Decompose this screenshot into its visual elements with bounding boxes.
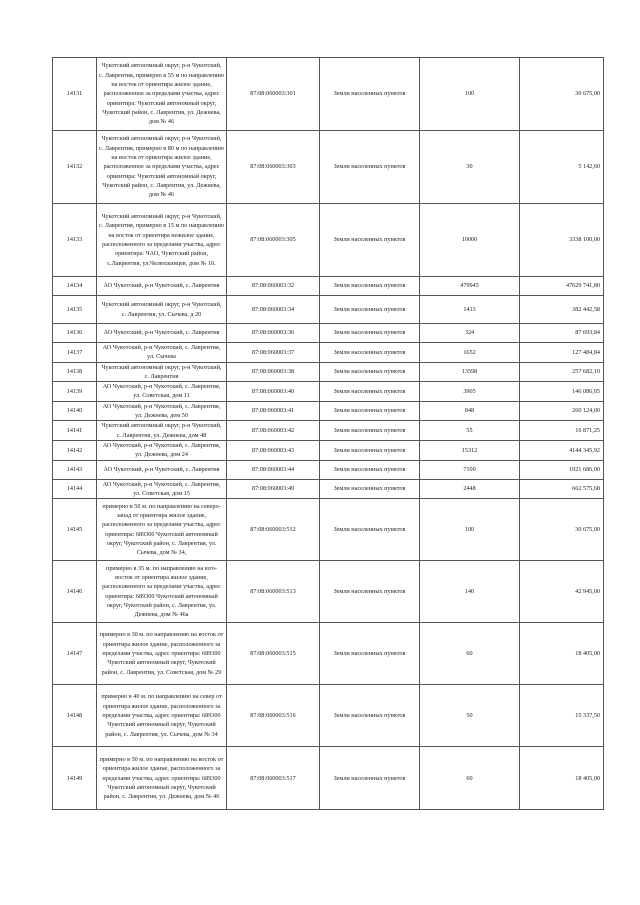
table-row [53,343,604,363]
cadastral-number: 87:08:060003:34 [227,296,320,324]
plot-address: примерно в 40 м. по направлению на север от ориентира жилое здание, расположенного за пределами участка, адрес ориентира: 689300 Чукотский автономный округ, Чукотский район, с. Лаврентия, ул. Сычева, дом № 34 [97,685,227,747]
cadastral-cost: 662 575,68 [520,479,604,499]
plot-address: АО Чукотский, р-н Чукотский, с. Лаврентия [97,324,227,343]
cadastral-cost: 127 484,84 [520,343,604,363]
land-category: Земли населенных пунктов [320,401,420,421]
row-number: 14147 [53,623,97,685]
plot-address: АО Чукотский, р-н Чукотский, с. Лаврентия, ул. Дежнева, дом 50 [97,401,227,421]
cadastral-number: 87:08:060003:37 [227,343,320,363]
plot-address: примерно в 30 м. по направлению на восток от ориентира жилое здание, расположенного за пределами участка, адрес ориентира: 689300 Чукотский автономный округ, Чукотский район, с. Лаврентия, ул. Советская, дом № 29 [97,623,227,685]
cadastral-number: 87:08:060003:303 [227,131,320,204]
cadastral-cost: 87 693,84 [520,324,604,343]
plot-address: АО Чукотский, р-н Чукотский, с. Лаврентия, ул. Советская, дом 11 [97,382,227,402]
cadastral-cost: 146 086,05 [520,382,604,402]
land-category: Земли населенных пунктов [320,440,420,460]
plot-address: АО Чукотский, р-н Чукотский, с. Лаврентия [97,277,227,296]
plot-area: 324 [420,324,520,343]
land-category: Земли населенных пунктов [320,382,420,402]
cadastral-number: 87:08:060003:305 [227,204,320,277]
row-number: 14133 [53,204,97,277]
plot-area: 1652 [420,343,520,363]
cadastral-number: 87:08:060003:49 [227,479,320,499]
cadastral-cost: 47629 741,80 [520,277,604,296]
cadastral-cost: 15 337,50 [520,685,604,747]
plot-area: 55 [420,421,520,441]
land-category: Земли населенных пунктов [320,421,420,441]
cadastral-number: 87:08:060003:512 [227,499,320,561]
cadastral-number: 87:08:060003:41 [227,401,320,421]
plot-address: примерно в 50 м. по направлению на северо-запад от ориентира жилое здание, расположенного за пределами участка, адрес ориентира: 689300 Чукотский автономный округ, Чукотский район, с. Лаврентия, ул. Сычева, дом № 34, [97,499,227,561]
plot-area: 3905 [420,382,520,402]
row-number: 14139 [53,382,97,402]
row-number: 14134 [53,277,97,296]
land-category: Земли населенных пунктов [320,460,420,479]
row-number: 14137 [53,343,97,363]
cadastral-cost: 18 405,00 [520,623,604,685]
table-body [53,58,604,810]
row-number: 14146 [53,561,97,623]
cadastral-cost: 42 945,00 [520,561,604,623]
row-number: 14136 [53,324,97,343]
plot-area: 60 [420,623,520,685]
plot-address: АО Чукотский, р-н Чукотский, с. Лаврентия, ул. Дежнева, дом 24 [97,440,227,460]
table-row [53,623,604,685]
land-category: Земли населенных пунктов [320,277,420,296]
table-row [53,460,604,479]
cadastral-number: 87:08:060003:517 [227,747,320,810]
land-category: Земли населенных пунктов [320,204,420,277]
table-row [53,747,604,810]
plot-area: 479945 [420,277,520,296]
plot-area: 848 [420,401,520,421]
plot-area: 140 [420,561,520,623]
cadastral-cost: 18 405,00 [520,747,604,810]
land-category: Земли населенных пунктов [320,343,420,363]
plot-area: 30 [420,131,520,204]
cadastral-number: 87:08:060003:43 [227,440,320,460]
table-row [53,421,604,441]
table-row [53,58,604,131]
table-row [53,362,604,382]
cadastral-cost: 30 675,00 [520,58,604,131]
row-number: 14148 [53,685,97,747]
plot-area: 7100 [420,460,520,479]
plot-area: 1413 [420,296,520,324]
table-row [53,499,604,561]
plot-address: Чукотский автономный округ, р-н Чукотский, с. Лаврентия, ул. Сычева, д 20 [97,296,227,324]
cadastral-number: 87:08:060003:38 [227,362,320,382]
land-category: Земли населенных пунктов [320,58,420,131]
row-number: 14140 [53,401,97,421]
land-category: Земли населенных пунктов [320,479,420,499]
plot-address: Чукотский автономный округ, р-н Чукотский, с. Лаврентия, примерно в 55 м по направлению на восток от ориентира жилое здание, расположенное за пределами участка, адрес ориентира: Чукотский автономный округ, Чукотский район, с. Лаврентия, ул. Дежнева, дом № 46 [97,58,227,131]
plot-address: Чукотский автономный округ, р-н Чукотский, с. Лаврентия, ул. Дежнева, дом 48 [97,421,227,441]
cadastral-number: 87:08:060003:515 [227,623,320,685]
cadastral-cost: 16 871,25 [520,421,604,441]
table-row [53,382,604,402]
plot-area: 13598 [420,362,520,382]
land-category: Земли населенных пунктов [320,131,420,204]
cadastral-cost: 1921 686,00 [520,460,604,479]
table-row [53,561,604,623]
table-row [53,131,604,204]
row-number: 14132 [53,131,97,204]
row-number: 14131 [53,58,97,131]
table-row [53,401,604,421]
plot-area: 100 [420,499,520,561]
plot-address: примерно в 35 м. по направлению на юго-восток от ориентира жилое здание, расположенного за пределами участка, адрес ориентира: 689300 Чукотский автономный округ, Чукотский район, с. Лаврентия, ул. Дежнева, дом № 46а [97,561,227,623]
land-category: Земли населенных пунктов [320,362,420,382]
plot-address: Чукотский автономный округ, р-н Чукотский, с. Лаврентия, примерно в 80 м по направлению на восток от ориентира жилое здание, расположенное за пределами участка, адрес ориентира: Чукотский автономный округ, Чукотский район, с. Лаврентия, ул. Дежнева, дом № 46 [97,131,227,204]
plot-address: АО Чукотский, р-н Чукотский, с. Лаврентия [97,460,227,479]
table-row [53,296,604,324]
plot-area: 100 [420,58,520,131]
plot-area: 50 [420,685,520,747]
row-number: 14149 [53,747,97,810]
row-number: 14144 [53,479,97,499]
row-number: 14143 [53,460,97,479]
row-number: 14141 [53,421,97,441]
plot-address: Чукотский автономный округ, р-н Чукотский, с. Лаврентия, примерно в 15 м по направлению на восток от ориентира нежилое здание, расположенного за пределами участка, адрес ориентира: ЧАО, Чукотский район, с.Лаврентия, ул.Челюскинцев, дом № 10. [97,204,227,277]
plot-area: 10000 [420,204,520,277]
land-category: Земли населенных пунктов [320,499,420,561]
row-number: 14142 [53,440,97,460]
cadastral-number: 87:08:060003:42 [227,421,320,441]
land-plots-table [52,57,604,810]
row-number: 14138 [53,362,97,382]
cadastral-cost: 3338 100,00 [520,204,604,277]
plot-address: АО Чукотский, р-н Чукотский, с. Лаврентия, ул. Сычева [97,343,227,363]
table-row [53,685,604,747]
land-category: Земли населенных пунктов [320,561,420,623]
plot-area: 2448 [420,479,520,499]
plot-address: примерно в 50 м. по направлению на восток от ориентира жилое здание, расположенного за пределами участка, адрес ориентира: 689300 Чукотский автономный округ, Чукотский район, с. Лаврентия, ул. Дежнева, дом № 46 [97,747,227,810]
row-number: 14145 [53,499,97,561]
cadastral-cost: 5 142,60 [520,131,604,204]
land-category: Земли населенных пунктов [320,296,420,324]
cadastral-cost: 30 675,00 [520,499,604,561]
plot-address: АО Чукотский, р-н Чукотский, с. Лаврентия, ул. Советская, дом 15 [97,479,227,499]
plot-address: Чукотский автономный округ, р-н Чукотский, с. Лаврентия [97,362,227,382]
cadastral-number: 87:08:060003:32 [227,277,320,296]
land-category: Земли населенных пунктов [320,685,420,747]
table-row [53,277,604,296]
cadastral-cost: 260 124,00 [520,401,604,421]
cadastral-number: 87:08:060003:516 [227,685,320,747]
row-number: 14135 [53,296,97,324]
table-row [53,440,604,460]
cadastral-cost: 257 682,10 [520,362,604,382]
land-category: Земли населенных пунктов [320,623,420,685]
table-row [53,204,604,277]
cadastral-number: 87:08:060003:36 [227,324,320,343]
plot-area: 60 [420,747,520,810]
cadastral-cost: 4144 345,92 [520,440,604,460]
land-category: Земли населенных пунктов [320,747,420,810]
cadastral-number: 87:08:060003:301 [227,58,320,131]
table-row [53,324,604,343]
cadastral-number: 87:08:060003:513 [227,561,320,623]
land-category: Земли населенных пунктов [320,324,420,343]
table-row [53,479,604,499]
cadastral-number: 87:08:060003:44 [227,460,320,479]
cadastral-number: 87:08:060003:40 [227,382,320,402]
plot-area: 15312 [420,440,520,460]
cadastral-cost: 382 442,58 [520,296,604,324]
